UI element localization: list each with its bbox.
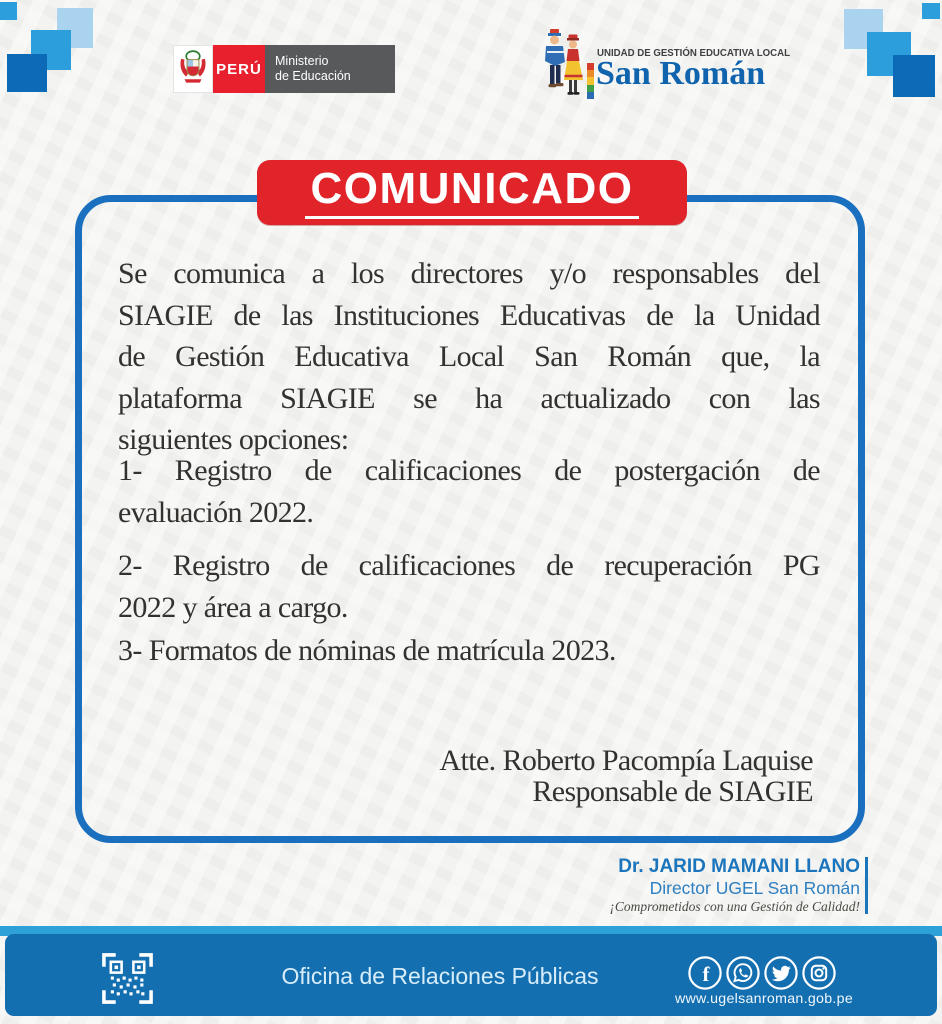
- footer-office-label: Oficina de Relaciones Públicas: [281, 963, 599, 989]
- ugel-overline: UNIDAD DE GESTIÓN EDUCATIVA LOCAL: [597, 47, 791, 59]
- qr-code-icon[interactable]: [100, 951, 155, 1011]
- paragraph-line: SIAGIE de las Instituciones Educativas de la Unidad: [118, 298, 820, 332]
- ugel-name: San Román: [596, 55, 766, 92]
- director-divider: [865, 857, 869, 914]
- paragraph-line: plataforma SIAGIE se ha actualizado con las: [118, 381, 820, 415]
- ugel-dancers-icon: [543, 28, 585, 111]
- peru-coat-of-arms-icon: [173, 45, 213, 93]
- twitter-icon[interactable]: [763, 955, 799, 991]
- comunicado-banner: [257, 160, 687, 225]
- comunicado-title: COMUNICADO: [305, 167, 640, 219]
- list-item-line: 2- Registro de calificaciones de recuperación PG: [118, 549, 820, 582]
- decor-square-tl-corner: [0, 2, 17, 20]
- director-slogan: ¡Comprometidos con una Gestión de Calidad!: [609, 899, 860, 914]
- paragraph-line: Se comunica a los directores y/o responsables del: [118, 257, 820, 290]
- paragraph-line: de Gestión Educativa Local San Román que, la: [118, 340, 820, 373]
- peru-wordmark: PERÚ: [213, 45, 265, 93]
- list-item-1: [118, 450, 820, 534]
- social-icons: [687, 955, 837, 991]
- instagram-icon[interactable]: [801, 955, 837, 991]
- list-item-line: 2022 y área a cargo.: [118, 591, 348, 624]
- announcement-paragraph: [118, 253, 820, 461]
- decor-square-tr-dark: [893, 55, 935, 97]
- signature-block: [439, 746, 813, 807]
- facebook-icon[interactable]: [687, 955, 723, 991]
- list-item-line: 3- Formatos de nóminas de matrícula 2023.: [118, 634, 616, 667]
- director-block: [610, 856, 860, 915]
- ugel-totem-icon: [587, 63, 594, 99]
- list-item-line: 1- Registro de calificaciones de postergación de: [118, 454, 820, 487]
- decor-square-tl-dark: [7, 54, 47, 92]
- director-name: Dr. JARID MAMANI LLANO: [618, 856, 860, 877]
- ministry-name: Ministerio de Educación: [265, 45, 395, 93]
- signature-role: Responsable de SIAGIE: [532, 774, 813, 808]
- list-item-2: [118, 545, 820, 629]
- website-link[interactable]: www.ugelsanroman.gob.pe: [674, 991, 854, 1007]
- signature-attention: Atte. Roberto Pacompía Laquise: [439, 744, 813, 777]
- paragraph-line: siguientes opciones:: [118, 423, 349, 456]
- svg-text:f: f: [702, 962, 710, 986]
- minedu-logo: [173, 45, 395, 93]
- director-title: Director UGEL San Román: [649, 878, 860, 898]
- list-item-line: evaluación 2022.: [118, 496, 314, 529]
- whatsapp-icon[interactable]: [725, 955, 761, 991]
- list-item-3: [118, 630, 820, 672]
- decor-square-tr-corner: [922, 3, 940, 19]
